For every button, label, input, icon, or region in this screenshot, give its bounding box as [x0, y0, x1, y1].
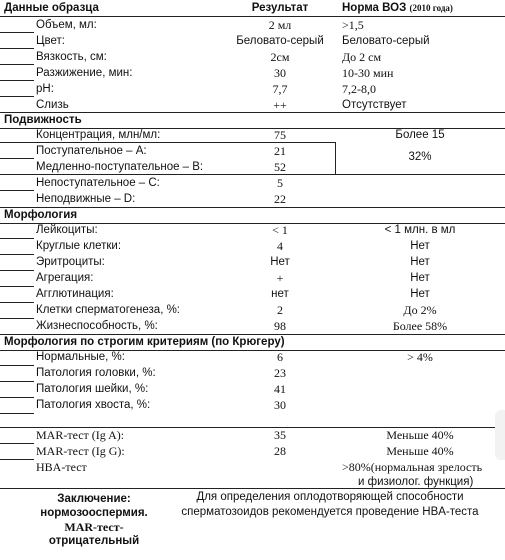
row-result: 23	[274, 366, 286, 380]
row-norm: Нет	[410, 256, 430, 268]
row-label: Эритроциты:	[36, 256, 105, 268]
row-tick	[0, 286, 34, 287]
conclusion-recommendation	[170, 490, 490, 520]
row-result: 7,7	[272, 82, 288, 96]
row-norm: >1,5	[342, 18, 364, 32]
table-row	[0, 81, 505, 97]
recommendation-line: Для определения оплодотворяющей способности	[196, 491, 464, 503]
row-norm-continued: и физиолог. функция)	[358, 476, 474, 488]
row-norm: Более 15	[395, 129, 445, 141]
row-result: 2см	[270, 50, 290, 64]
merged-norm-value: 32%	[408, 151, 432, 163]
row-tick	[0, 96, 34, 97]
table-row	[0, 254, 505, 270]
row-label: pH:	[36, 83, 54, 95]
table-row	[0, 97, 505, 113]
row-tick	[0, 158, 34, 159]
row-result: 75	[274, 128, 286, 142]
row-tick	[0, 397, 34, 398]
row-divider	[0, 174, 505, 175]
column-header-result: Результат	[251, 2, 309, 14]
row-result: 98	[274, 319, 286, 333]
row-result: 2	[277, 303, 283, 317]
table-row	[0, 349, 505, 365]
row-label: HBA-тест	[36, 460, 87, 474]
row-norm: Меньше 40%	[386, 428, 454, 442]
row-norm: До 2%	[403, 303, 437, 317]
conclusion-title: Заключение:	[57, 493, 131, 505]
row-label: Вязкость, см:	[36, 51, 107, 63]
row-result: 21	[274, 144, 286, 158]
table-row	[0, 238, 505, 254]
row-result: 5	[277, 176, 283, 190]
row-result: 6	[277, 350, 283, 364]
conclusion-diagnosis: нормозооспермия.	[40, 507, 148, 519]
column-header-sample: Данные образца	[4, 2, 99, 14]
table-row	[0, 191, 505, 207]
table-header	[0, 0, 505, 16]
table-row	[0, 459, 505, 475]
row-label: Патология шейки, %:	[36, 383, 149, 395]
section-title-morphology: Морфология	[4, 209, 78, 221]
row-label: Непоступательное – С:	[36, 177, 160, 189]
row-tick	[0, 459, 34, 460]
conclusion-label	[14, 492, 174, 548]
row-result: 30	[274, 398, 286, 412]
row-result: 41	[274, 382, 286, 396]
divider	[0, 488, 505, 489]
table-row	[0, 222, 505, 238]
row-tick	[0, 318, 34, 319]
row-tick	[0, 270, 34, 271]
row-label: Клетки сперматогенеза, %:	[36, 304, 181, 316]
row-norm: 7,2-8,0	[342, 82, 376, 96]
recommendation-line: сперматозоидов рекомендуется проведение HBA-теста	[181, 506, 479, 518]
row-label: Патология головки, %:	[36, 367, 156, 379]
row-result	[225, 459, 335, 475]
row-norm: Нет	[410, 240, 430, 252]
table-row	[0, 65, 505, 81]
table-row	[0, 397, 505, 413]
row-norm: Более 58%	[392, 319, 448, 333]
row-result: 2 мл	[268, 18, 292, 32]
table-row	[0, 302, 505, 318]
row-tick	[0, 302, 34, 303]
row-norm: До 2 см	[342, 50, 382, 64]
row-result: < 1	[272, 223, 288, 237]
conclusion-mar: MAR-тест-	[64, 520, 124, 534]
row-tick	[0, 365, 34, 366]
column-header-norm	[342, 0, 453, 16]
conclusion-mar-result: отрицательный	[48, 535, 140, 547]
row-result: ++	[273, 98, 287, 112]
row-norm: Отсутствует	[342, 99, 407, 111]
row-tick	[0, 48, 34, 49]
row-result: Беловато-серый	[236, 35, 324, 47]
table-row	[0, 17, 505, 33]
table-row	[0, 427, 505, 443]
row-tick	[0, 80, 34, 81]
row-tick	[0, 32, 34, 33]
row-result: 28	[274, 444, 286, 458]
row-result: 4	[277, 239, 283, 253]
row-label: Патология хвоста, %:	[36, 399, 151, 411]
table-row	[0, 33, 505, 49]
row-result: 52	[274, 160, 286, 174]
row-label: Лейкоциты:	[36, 224, 98, 236]
row-norm: Беловато-серый	[342, 35, 430, 47]
row-tick	[0, 254, 34, 255]
row-label: Слизь	[36, 99, 69, 111]
row-tick	[0, 64, 34, 65]
row-label: Круглые клетки:	[36, 240, 122, 252]
table-row	[0, 318, 505, 334]
table-row	[0, 286, 505, 302]
row-result: нет	[271, 288, 289, 300]
row-label: Поступательное – А:	[36, 145, 147, 157]
row-label: MAR-тест (Ig A):	[36, 428, 125, 442]
row-tick	[0, 443, 34, 444]
row-label: Неподвижные – D:	[36, 193, 136, 205]
scroll-handle[interactable]	[495, 410, 505, 460]
row-label: Разжижение, мин:	[36, 67, 133, 79]
row-label: Объем, мл:	[36, 19, 97, 31]
row-tick	[0, 190, 34, 191]
row-norm: >80%(нормальная зрелость	[342, 460, 483, 474]
row-label: Медленно-поступательное – В:	[36, 161, 204, 173]
row-tick	[0, 381, 34, 382]
row-label: Агглютинация:	[36, 288, 114, 300]
row-label: Жизнеспособность, %:	[36, 320, 158, 332]
row-result: 30	[274, 66, 286, 80]
row-result: Нет	[270, 256, 290, 268]
table-row	[0, 270, 505, 286]
row-result: 35	[274, 428, 286, 442]
section-title-kruger: Морфология по строгим критериям (по Крюгеру)	[4, 336, 285, 348]
merged-cell-border	[335, 142, 336, 174]
row-norm: Меньше 40%	[386, 444, 454, 458]
table-row	[0, 365, 505, 381]
table-row	[0, 443, 505, 459]
table-row	[0, 49, 505, 65]
row-result: 22	[274, 192, 286, 206]
row-label: Нормальные, %:	[36, 351, 125, 363]
section-title-motility: Подвижность	[4, 114, 82, 126]
row-norm: Нет	[410, 288, 430, 300]
row-label: MAR-тест (Ig G):	[36, 444, 125, 458]
row-norm: < 1 млн. в мл	[384, 224, 456, 236]
row-label: Концентрация, млн/мл:	[36, 129, 161, 141]
row-norm: > 4%	[407, 350, 433, 364]
row-label: Агрегация:	[36, 272, 94, 284]
table-row	[0, 381, 505, 397]
row-norm: 10-30 мин	[342, 66, 394, 80]
row-tick	[0, 238, 34, 239]
table-row	[0, 127, 505, 143]
row-tick	[0, 413, 34, 414]
norm-header-main: Норма ВОЗ	[342, 2, 407, 14]
row-label: Цвет:	[36, 35, 65, 47]
norm-header-note: (2010 года)	[409, 3, 453, 13]
row-divider	[0, 142, 335, 143]
row-result: +	[276, 271, 284, 285]
row-norm: Нет	[410, 272, 430, 284]
table-row	[0, 175, 505, 191]
